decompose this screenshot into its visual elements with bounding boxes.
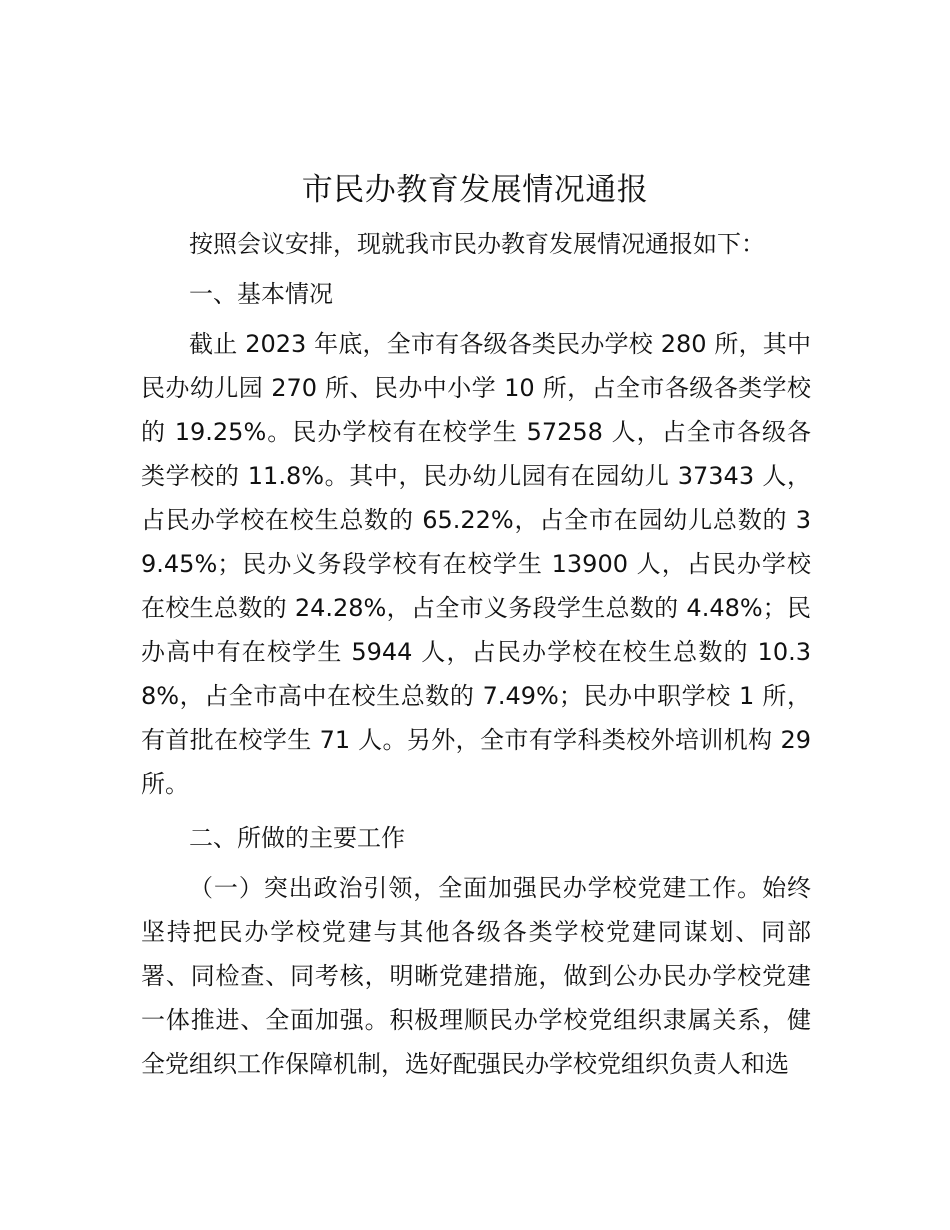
intro-paragraph: 按照会议安排，现就我市民办教育发展情况通报如下： [189, 230, 765, 258]
document-title: 市民办教育发展情况通报 [301, 172, 649, 208]
section-heading-basic-situation: 一、基本情况 [189, 280, 333, 308]
document-body [141, 222, 811, 1086]
basic-situation-paragraph: 截止 2023 年底，全市有各级各类民办学校 280 所，其中民办幼儿园 270 所、民办中小学 10 所，占全市各级各类学校的 19.25%。民办学校有在校学生 57258 人，占全市各级各类学校的 11.8%。其中，民办幼儿园有在园幼儿 37343 人，占民办学校在校生总数的 65.22%，占全市在园幼儿总数的 39.45%；民办义务段学校有在校学生 13900 人，占民办学校在校生总数的 24.28%，占全市义务段学生总数的 4.48%；民办高中有在校学生 5944 人，占民办学校在校生总数的 10.38%，占全市高中在校生总数的 7.49%；民办中职学校 1 所，有首批在校学生 71 人。另外，全市有学科类校外培训机构 29 所。 [141, 330, 811, 798]
section-heading-main-work: 二、所做的主要工作 [189, 824, 405, 852]
main-work-paragraph: （一）突出政治引领，全面加强民办学校党建工作。始终坚持把民办学校党建与其他各级各类学校党建同谋划、同部署、同检查、同考核，明晰党建措施，做到公办民办学校党建一体推进、全面加强。积极理顺民办学校党组织隶属关系，健全党组织工作保障机制，选好配强民办学校党组织负责人和选 [141, 874, 811, 1078]
